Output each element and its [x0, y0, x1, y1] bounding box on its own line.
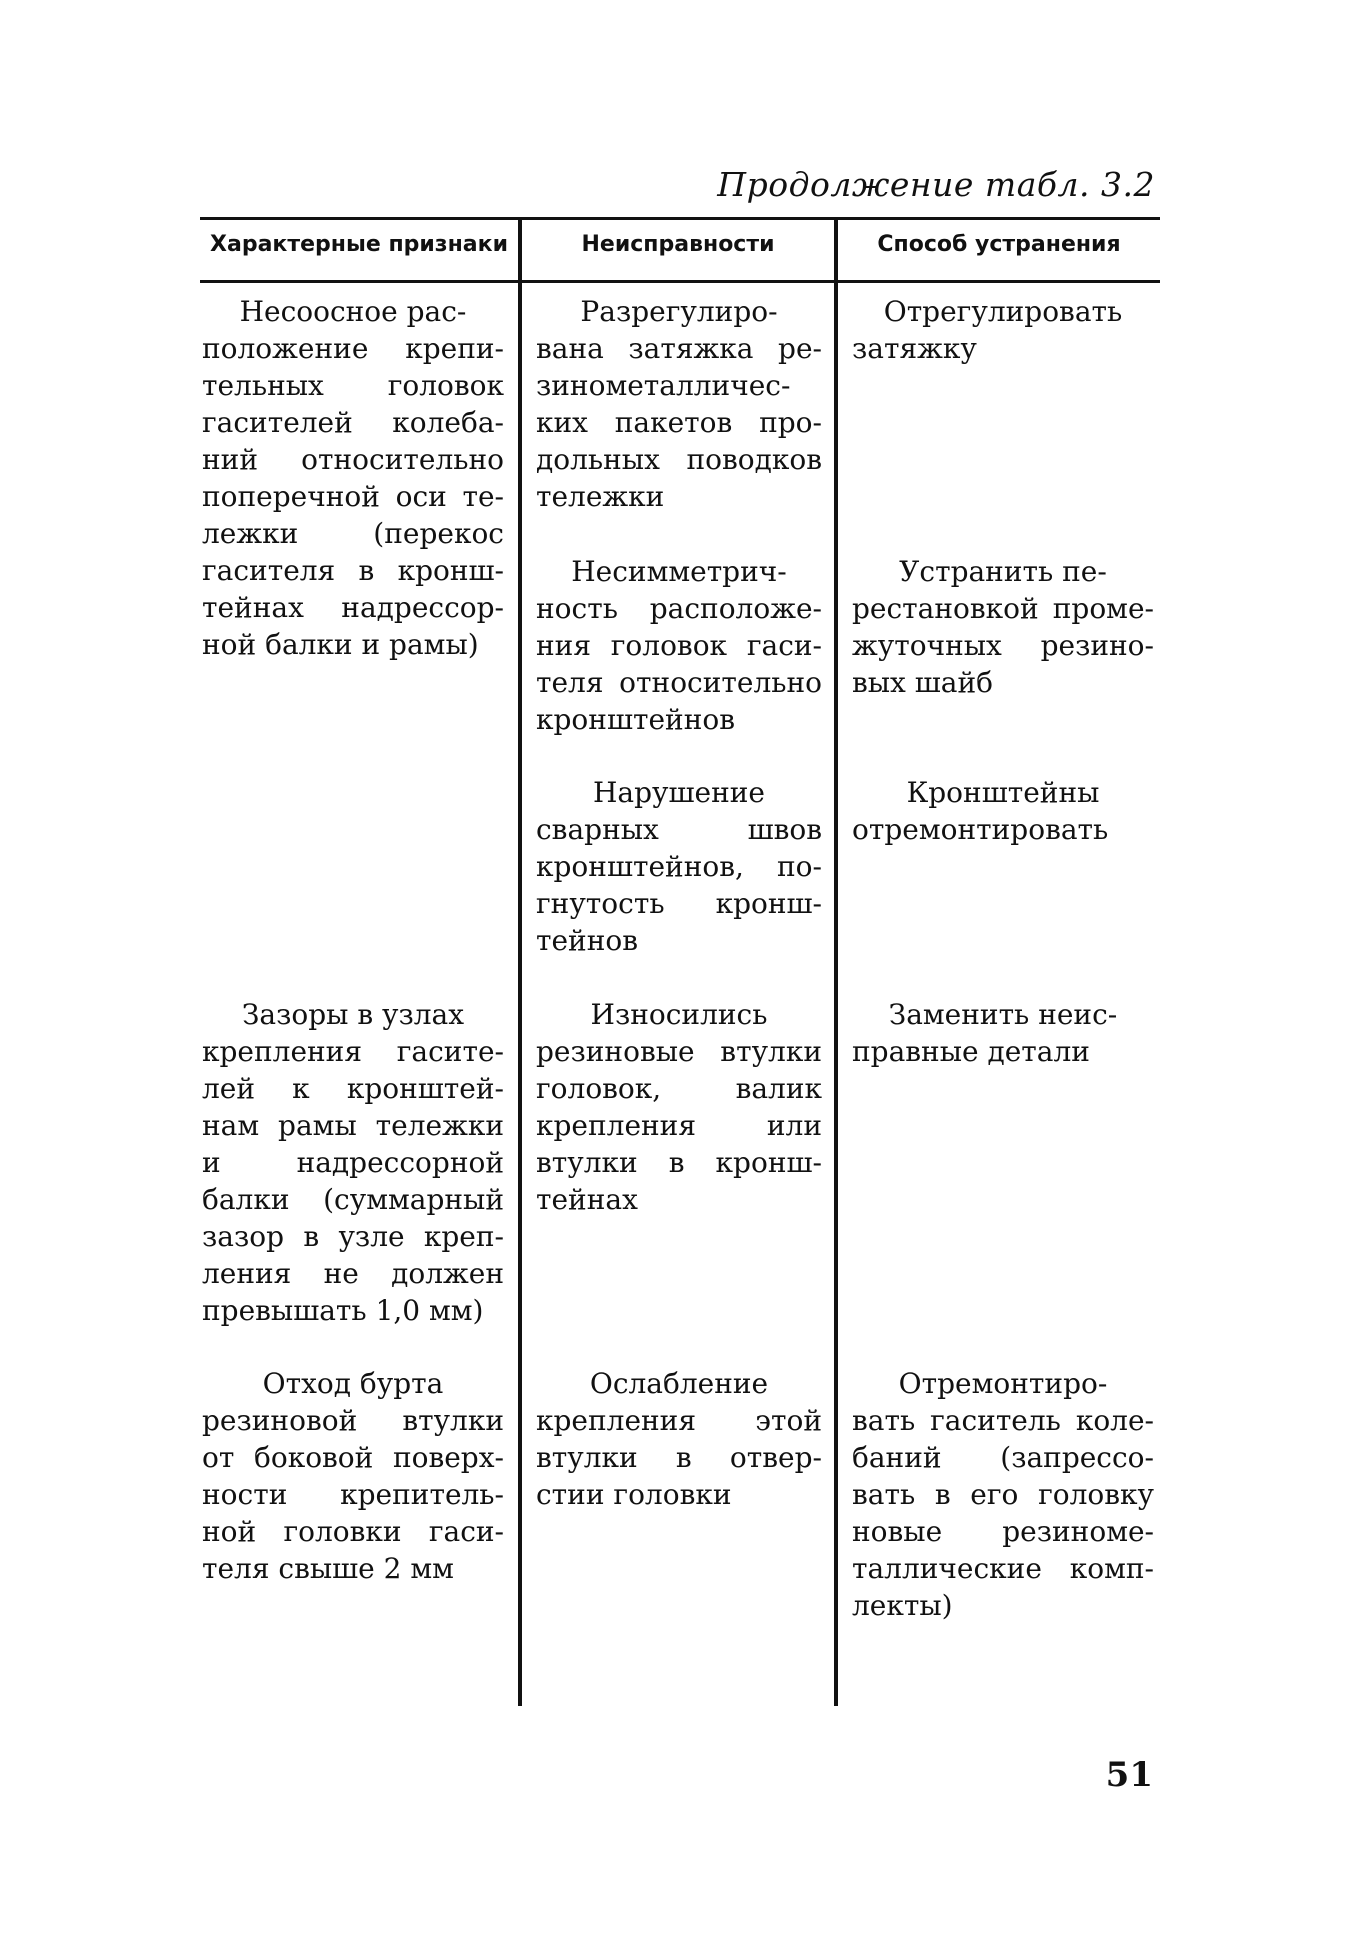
fault-line: Несимметрич- [571, 555, 787, 588]
remedy-line: Отрегулировать [883, 295, 1123, 328]
symptom-line: поперечной оси те- [202, 480, 504, 513]
page-number: 51 [1105, 1755, 1153, 1795]
symptom-line: резиновой втулки [202, 1404, 504, 1437]
header-remedy: Способ устранения [877, 232, 1121, 257]
symptom-line: тейнах надрессор- [202, 591, 504, 624]
fault-line: крепления или [536, 1109, 822, 1142]
remedy-line: рестановкой проме- [852, 592, 1154, 625]
table-top-rule [200, 217, 1160, 220]
fault-line: зинометалличес- [536, 369, 791, 402]
fault-cell-3-1 [536, 1365, 822, 1513]
column-divider-2 [834, 218, 838, 1706]
fault-line: Ослабление [589, 1367, 769, 1400]
column-divider-1 [518, 218, 522, 1706]
symptom-line: ний относительно [202, 443, 504, 476]
fault-line: гнутость кронш- [536, 887, 822, 920]
symptom-cell-1 [202, 293, 504, 663]
symptom-line: от боковой поверх- [202, 1441, 504, 1474]
remedy-cell-3-1 [852, 1365, 1154, 1624]
symptom-line: зазор в узле креп- [202, 1220, 504, 1253]
remedy-line: Заменить неис- [888, 998, 1118, 1031]
fault-line: кронштейнов, по- [536, 850, 822, 883]
remedy-cell-1-3 [852, 774, 1154, 848]
symptom-line: балки (суммарный [202, 1183, 504, 1216]
fault-line: тележки [536, 480, 665, 513]
fault-line: втулки в отвер- [536, 1441, 822, 1474]
symptom-line: ности крепитель- [202, 1478, 504, 1511]
remedy-line: баний (запрессо- [852, 1441, 1154, 1474]
fault-line: теля относительно [536, 666, 822, 699]
table-caption: Продолжение табл. 3.2 [717, 165, 1155, 204]
fault-line: тейнов [536, 924, 639, 957]
fault-line: ких пакетов про- [536, 406, 822, 439]
remedy-line: жуточных резино- [852, 629, 1154, 662]
remedy-line: лекты) [852, 1589, 953, 1622]
remedy-line: вать гаситель коле- [852, 1404, 1154, 1437]
symptom-line: крепления гасите- [202, 1035, 504, 1068]
fault-line: втулки в кронш- [536, 1146, 822, 1179]
fault-line: Нарушение [592, 776, 765, 809]
fault-line: резиновые втулки [536, 1035, 822, 1068]
symptom-cell-3 [202, 1365, 504, 1587]
symptom-line: превышать 1,0 мм) [202, 1294, 484, 1327]
fault-line: ния головок гаси- [536, 629, 822, 662]
header-faults: Неисправности [581, 232, 775, 257]
remedy-cell-2-1 [852, 996, 1154, 1070]
fault-cell-1-3 [536, 774, 822, 959]
symptom-line: тельных головок [202, 369, 504, 402]
symptom-line: нам рамы тележки [202, 1109, 504, 1142]
fault-line: стии головки [536, 1478, 732, 1511]
fault-line: сварных швов [536, 813, 822, 846]
fault-line: вана затяжка ре- [536, 332, 822, 365]
fault-line: дольных поводков [536, 443, 822, 476]
symptom-line: теля свыше 2 мм [202, 1552, 454, 1585]
remedy-line: вых шайб [852, 666, 993, 699]
symptom-line: ления не должен [202, 1257, 504, 1290]
remedy-line: отремонтировать [852, 813, 1109, 846]
remedy-cell-1-2 [852, 553, 1154, 701]
remedy-cell-1-1 [852, 293, 1154, 367]
remedy-line: таллические комп- [852, 1552, 1154, 1585]
fault-line: Износились [590, 998, 768, 1031]
fault-cell-2-1 [536, 996, 822, 1218]
symptom-line: гасителей колеба- [202, 406, 504, 439]
fault-line: крепления этой [536, 1404, 822, 1437]
symptom-line: ной головки гаси- [202, 1515, 504, 1548]
fault-line: ность расположе- [536, 592, 822, 625]
symptom-line: и надрессорной [202, 1146, 504, 1179]
remedy-line: правные детали [852, 1035, 1090, 1068]
table-header-rule [200, 280, 1160, 283]
symptom-line: положение крепи- [202, 332, 504, 365]
fault-cell-1-1 [536, 293, 822, 515]
remedy-line: Устранить пе- [899, 555, 1107, 588]
symptom-cell-2 [202, 996, 504, 1329]
symptom-line: лежки (перекос [202, 517, 504, 550]
remedy-line: затяжку [852, 332, 977, 365]
fault-line: кронштейнов [536, 703, 735, 736]
symptom-line: Несоосное рас- [239, 295, 467, 328]
remedy-line: Отремонтиро- [898, 1367, 1108, 1400]
symptom-line: Зазоры в узлах [241, 998, 465, 1031]
header-symptoms: Характерные признаки [210, 232, 508, 257]
fault-line: тейнах [536, 1183, 638, 1216]
symptom-line: гасителя в кронш- [202, 554, 504, 587]
fault-cell-1-2 [536, 553, 822, 738]
symptom-line: ной балки и рамы) [202, 628, 479, 661]
symptom-line: лей к кронштей- [202, 1072, 504, 1105]
fault-line: головок, валик [536, 1072, 822, 1105]
symptom-line: Отход бурта [262, 1367, 444, 1400]
remedy-line: вать в его головку [852, 1478, 1154, 1511]
remedy-line: Кронштейны [906, 776, 1100, 809]
fault-line: Разрегулиро- [580, 295, 778, 328]
remedy-line: новые резиноме- [852, 1515, 1154, 1548]
